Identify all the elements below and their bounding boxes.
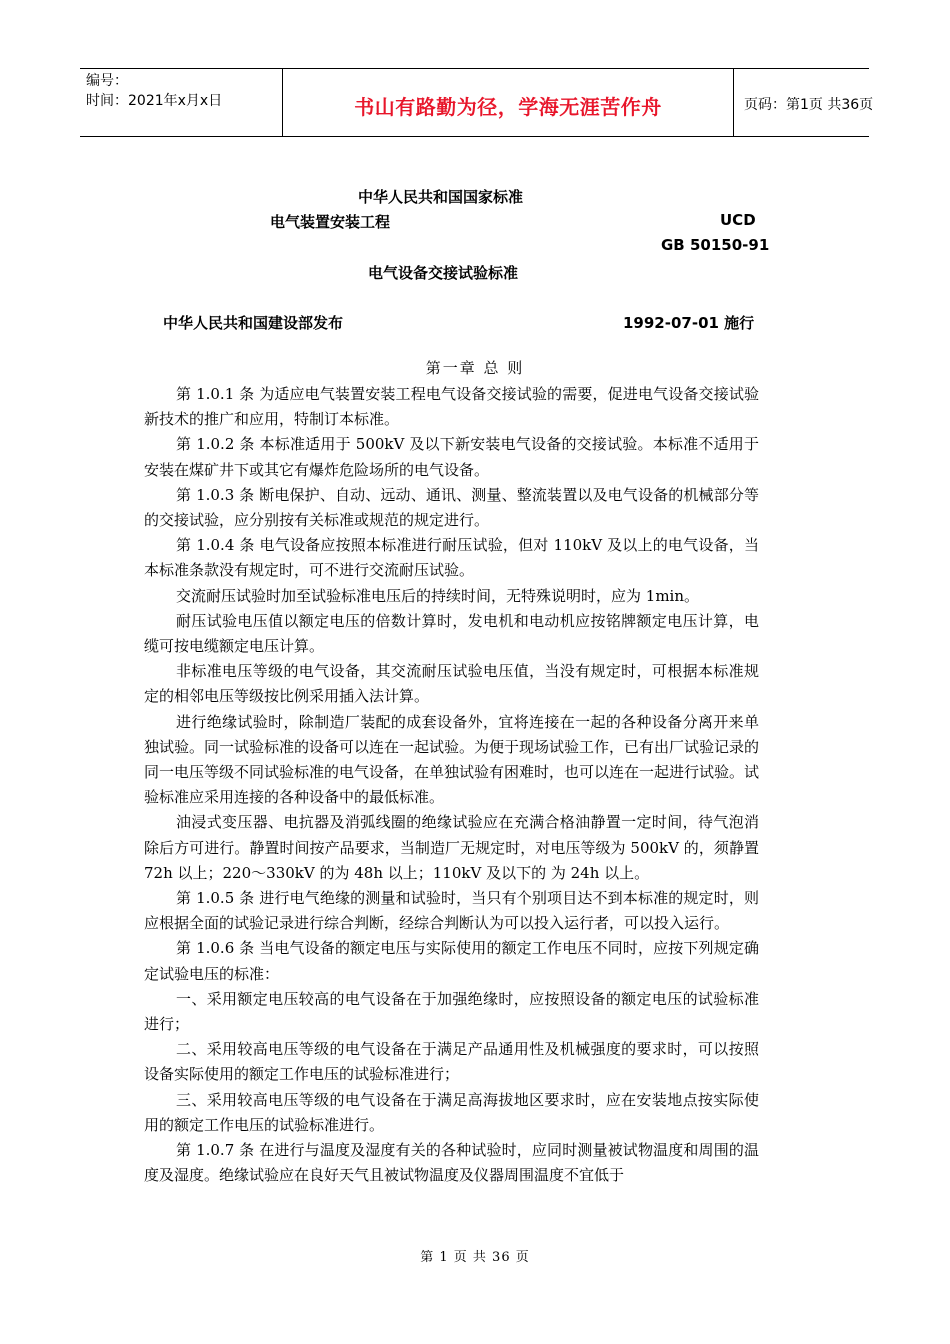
paragraph: 进行绝缘试验时，除制造厂装配的成套设备外，宜将连接在一起的各种设备分离开来单独试验。同一试验标准的设备可以连在一起试验。为便于现场试验工作，已有出厂试验记录的同一电压等级不同试验标准的电气设备，在单独试验有困难时，也可以连在一起进行试验。试验标准应采用连接的各种设备中的最低标准。 [144, 712, 760, 807]
project-name: 电气装置安装工程 [270, 213, 391, 231]
effective-date: 1992-07-01 施行 [623, 314, 755, 332]
ucd-label: UCD [720, 211, 756, 229]
header-right-cell [734, 69, 874, 136]
page-info: 页码：第1页 共36页 [744, 97, 874, 113]
paragraph: 第 1.0.2 条 本标准适用于 500kV 及以下新安装电气设备的交接试验。本标准不适用于安装在煤矿井下或其它有爆炸危险场所的电气设备。 [144, 435, 759, 479]
header-left-cell [80, 69, 282, 136]
header-motto-cell [282, 69, 734, 136]
number-label: 编号： [86, 73, 128, 89]
paragraph: 第 1.0.4 条 电气设备应按照本标准进行耐压试验，但对 110kV 及以上的电气设备，当本标准条款没有规定时，可不进行交流耐压试验。 [144, 536, 759, 580]
chapter-title: 第一章 总 则 [425, 359, 525, 377]
standard-name: 电气设备交接试验标准 [368, 264, 519, 282]
national-standard-title: 中华人民共和国国家标准 [358, 188, 524, 206]
page-header [80, 68, 874, 137]
paragraph: 第 1.0.1 条 为适应电气装置安装工程电气设备交接试验的需要，促进电气设备交接试验新技术的推广和应用，特制订本标准。 [144, 385, 759, 429]
paragraph: 第 1.0.5 条 进行电气绝缘的测量和试验时，当只有个别项目达不到本标准的规定时，则应根据全面的试验记录进行综合判断，经综合判断认为可以投入运行者，可以投入运行。 [144, 889, 759, 933]
paragraph: 非标准电压等级的电气设备，其交流耐压试验电压值，当没有规定时，可根据本标准规定的相邻电压等级按比例采用插入法计算。 [144, 662, 759, 706]
publisher: 中华人民共和国建设部发布 [163, 314, 344, 332]
paragraph: 耐压试验电压值以额定电压的倍数计算时，发电机和电动机应按铭牌额定电压计算，电缆可按电缆额定电压计算。 [144, 611, 759, 656]
time-label: 时间：2021年x月x日 [86, 93, 223, 109]
page-footer: 第 1 页 共 36 页 [420, 1250, 530, 1265]
paragraph: 三、采用较高电压等级的电气设备在于满足高海拔地区要求时，应在安装地点按实际使用的额定工作电压的试验标准进行。 [144, 1090, 759, 1134]
paragraph: 一、采用额定电压较高的电气设备在于加强绝缘时，应按照设备的额定电压的试验标准进行； [144, 989, 759, 1034]
paragraph: 二、采用较高电压等级的电气设备在于满足产品通用性及机械强度的要求时，可以按照设备实际使用的额定工作电压的试验标准进行； [144, 1040, 759, 1084]
motto: 书山有路勤为径，学海无涯苦作舟 [354, 95, 662, 119]
paragraph: 油浸式变压器、电抗器及消弧线圈的绝缘试验应在充满合格油静置一定时间，待气泡消除后方可进行。静置时间按产品要求，当制造厂无规定时，对电压等级为 500kV 的，须静置 72h 以上；220～330kV 的为 48h 以上；110kV 及以下的 为 24h 以上。 [144, 813, 759, 882]
paragraph: 第 1.0.7 条 在进行与温度及湿度有关的各种试验时，应同时测量被试物温度和周围的温度及湿度。绝缘试验应在良好天气且被试物温度及仪器周围温度不宜低于 [144, 1141, 759, 1185]
paragraph: 第 1.0.3 条 断电保护、自动、远动、通讯、测量、整流装置以及电气设备的机械部分等的交接试验，应分别按有关标准或规范的规定进行。 [144, 485, 759, 530]
body-text [144, 382, 759, 1189]
paragraph: 第 1.0.6 条 当电气设备的额定电压与实际使用的额定工作电压不同时，应按下列规定确定试验电压的标准： [144, 939, 759, 983]
paragraph: 交流耐压试验时加至试验标准电压后的持续时间，无特殊说明时，应为 1min。 [176, 586, 699, 605]
standard-code: GB 50150-91 [661, 236, 770, 254]
